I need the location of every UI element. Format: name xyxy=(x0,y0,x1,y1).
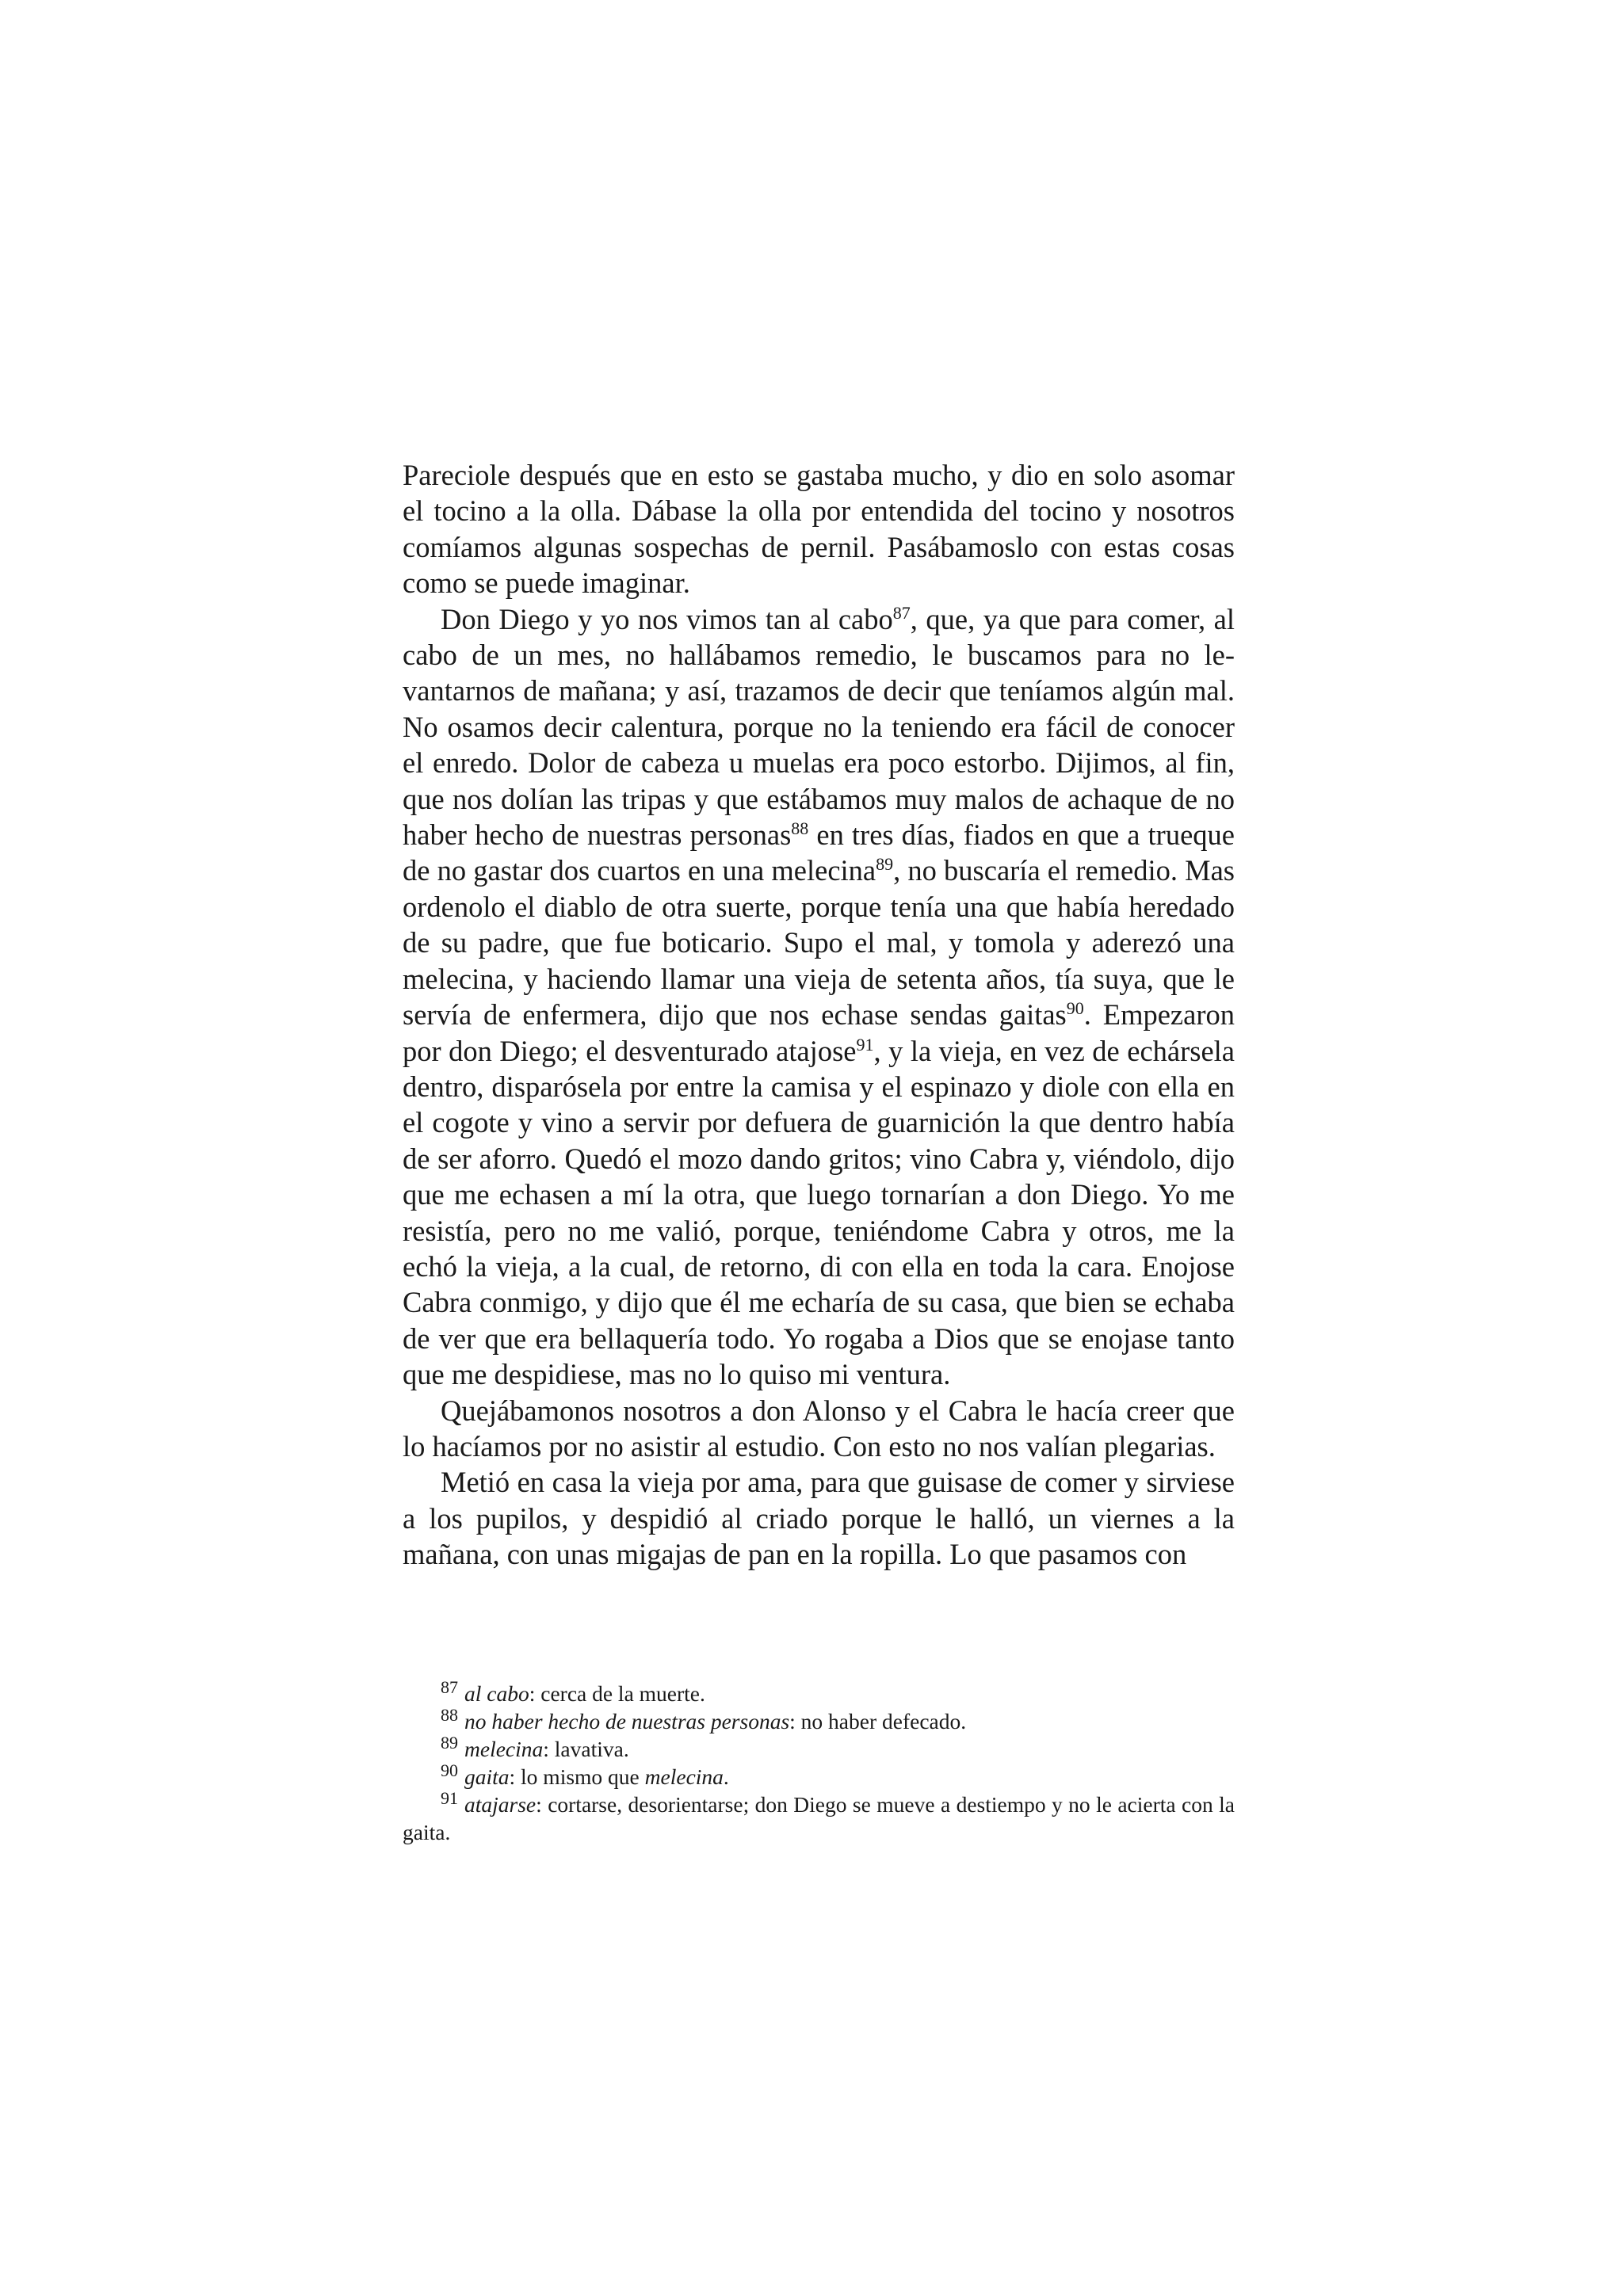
paragraph xyxy=(403,601,1235,1393)
paragraph-text: Don Diego y yo nos vimos tan al cabo xyxy=(441,602,893,635)
footnote xyxy=(403,1704,1235,1735)
footnote-text: : lo mismo que xyxy=(509,1764,645,1789)
footnote-term: melecina xyxy=(464,1737,544,1761)
footnote xyxy=(403,1676,1235,1707)
footnote-ref[interactable]: 89 xyxy=(876,854,894,875)
paragraph-text: , no buscaría el remedio. Mas ordenolo el diablo de otra suerte, porque tenía una que había heredado de su padre, que fue boticario. Supo el mal, y tomola y aderezó una melecina, y haciendo llamar una vieja de setenta años, tía suya, que le servía de enfermera, dijo que nos echase sendas gaitas xyxy=(403,854,1235,1032)
footnote xyxy=(403,1732,1235,1763)
footnote-term: atajarse xyxy=(464,1792,537,1817)
paragraph-text: Metió en casa la vieja por ama, para que guisase de comer y sirviese a los pupilos, y despidió al criado porque le halló, un viernes a la mañana, con unas migajas de pan en la ropilla. Lo que pasamos con xyxy=(403,1466,1235,1571)
paragraph-text: en tres días, fiados en que a trueque de no gastar dos cuartos en una melecina xyxy=(403,818,1235,887)
footnote-text: : lavativa. xyxy=(543,1737,629,1761)
footnote-ref[interactable]: 88 xyxy=(791,818,809,838)
paragraph-text: . Empezaron por don Diego; el desventurado atajose xyxy=(403,998,1235,1067)
footnote-number: 90 xyxy=(441,1760,458,1780)
footnote-ref[interactable]: 91 xyxy=(856,1034,874,1055)
footnote-number: 87 xyxy=(441,1676,458,1697)
footnote-term: al cabo xyxy=(464,1681,529,1706)
footnote xyxy=(403,1787,1235,1846)
footnote-text: . xyxy=(723,1764,729,1789)
footnote-text: : cortarse, desorientarse; don Diego se mueve a destiempo y no le acierta con la gaita. xyxy=(403,1792,1235,1844)
footnotes xyxy=(403,1676,1235,1846)
paragraph-text: Pareciole después que en esto se gastaba mucho, y dio en solo asomar el tocino a la olla. Dábase la olla por entendida del tocino y nosotros comíamos algunas sospechas de pernil. Pasábamoslo con estas cosas como se puede imaginar. xyxy=(403,459,1235,600)
footnote-number: 89 xyxy=(441,1732,458,1753)
footnote-ref[interactable]: 87 xyxy=(892,602,911,623)
footnote-text: : no haber defecado. xyxy=(789,1709,967,1733)
paragraph-text: Quejábamonos nosotros a don Alonso y el Cabra le hacía creer que lo hacíamos por no asistir al estudio. Con esto no nos valían plegarias. xyxy=(403,1394,1235,1463)
footnote-term: no haber hecho de nuestras personas xyxy=(464,1709,790,1733)
paragraph-text: , que, ya que para comer, al cabo de un mes, no hallábamos remedio, le buscamos para no levantarnos de mañana; y así, trazamos de decir que teníamos algún mal. No osamos decir calentura, porque no la teniendo era fácil de conocer el enredo. Dolor de cabeza u muelas era poco estorbo. Dijimos, al fin, que nos dolían las tripas y que estábamos muy malos de achaque de no haber hecho de nuestras personas xyxy=(403,602,1235,852)
footnote xyxy=(403,1760,1235,1791)
footnote-term: melecina xyxy=(644,1764,724,1789)
body-text xyxy=(403,457,1235,1573)
paragraph xyxy=(403,1393,1235,1465)
footnote-ref[interactable]: 90 xyxy=(1066,997,1084,1018)
footnote-text: : cerca de la muerte. xyxy=(529,1681,705,1706)
paragraph xyxy=(403,457,1235,601)
paragraph-text: , y la vieja, en vez de echársela dentro, disparósela por entre la camisa y el espinazo y diole con ella en el cogote y vino a servir por defuera de guarnición la que dentro había de ser aforro. Quedó el mozo dando gritos; vino Cabra y, viéndolo, dijo que me echasen a mí la otra, que luego tornarían a don Diego. Yo me resistía, pero no me valió, porque, teniéndome Cabra y otros, me la echó la vieja, a la cual, de retorno, di con ella en toda la cara. Enojose Cabra conmigo, y dijo que él me echaría de su casa, que bien se echaba de ver que era bellaquería todo. Yo rogaba a Dios que se enojase tanto que me despidiese, mas no lo quiso mi ventura. xyxy=(403,1034,1235,1391)
paragraph xyxy=(403,1464,1235,1572)
footnote-term: gaita xyxy=(464,1764,510,1789)
footnote-number: 91 xyxy=(441,1787,458,1808)
footnote-number: 88 xyxy=(441,1704,458,1725)
